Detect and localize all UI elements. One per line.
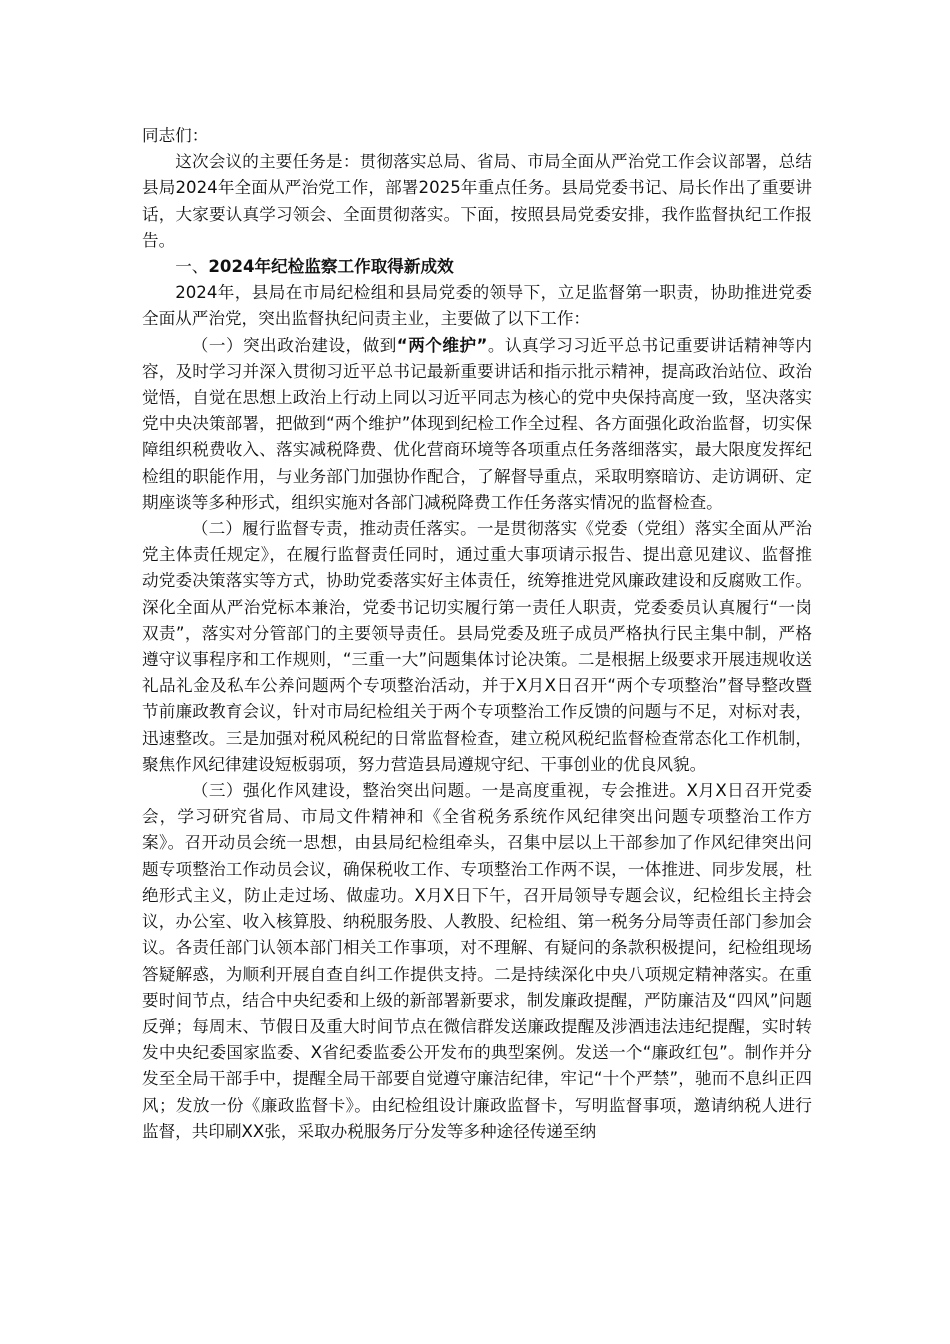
section-title: 2024年纪检监察工作取得新成效 xyxy=(208,257,454,277)
section-lead-paragraph: 2024年，县局在市局纪检组和县局党委的领导下，立足监督第一职责，协助推进党委全面从严治党，突出监督执纪问责主业，主要做了以下工作： xyxy=(142,283,812,329)
intro-paragraph: 这次会议的主要任务是：贯彻落实总局、省局、市局全面从严治党工作会议部署，总结县局2024年全面从严治党工作，部署2025年重点任务。县局党委书记、局长作出了重要讲话，大家要认真学习领会、全面贯彻落实。下面，按照县局党委安排，我作监督执纪工作报告。 xyxy=(142,152,812,250)
section-heading xyxy=(142,254,812,280)
greeting: 同志们： xyxy=(142,126,209,145)
section-number: 一、 xyxy=(175,257,209,277)
item-paragraph-2: （二）履行监督专责，推动责任落实。一是贯彻落实《党委（党组）落实全面从严治党主体责任规定》，在履行监督责任同时，通过重大事项请示报告、提出意见建议、监督推动党委决策落实等方式，协助党委落实好主体责任，统筹推进党风廉政建设和反腐败工作。深化全面从严治党标本兼治，党委书记切实履行第一责任人职责，党委委员认真履行“一岗双责”，落实对分管部门的主要领导责任。县局党委及班子成员严格执行民主集中制，严格遵守议事程序和工作规则，“三重一大”问题集体讨论决策。二是根据上级要求开展违规收送礼品礼金及私车公养问题两个专项整治活动，并于X月X日召开“两个专项整治”督导整改暨节前廉政教育会议，针对市局纪检组关于两个专项整治工作反馈的问题与不足，对标对表，迅速整改。三是加强对税风税纪的日常监督检查，建立税风税纪监督检查常态化工作机制，聚焦作风纪律建设短板弱项，努力营造县局遵规守纪、干事创业的优良风貌。 xyxy=(142,519,812,774)
item-paragraph-3: （三）强化作风建设，整治突出问题。一是高度重视，专会推进。X月X日召开党委会，学习研究省局、市局文件精神和《全省税务系统作风纪律突出问题专项整治工作方案》。召开动员会统一思想，由县局纪检组牵头，召集中层以上干部参加了作风纪律突出问题专项整治工作动员会议，确保税收工作、专项整治工作两不误，一体推进、同步发展，杜绝形式主义，防止走过场、做虚功。X月X日下午，召开局领导专题会议，纪检组长主持会议，办公室、收入核算股、纳税服务股、人教股、纪检组、第一税务分局等责任部门参加会议。各责任部门认领本部门相关工作事项，对不理解、有疑问的条款积极提问，纪检组现场答疑解惑，为顺利开展自查自纠工作提供支持。二是持续深化中央八项规定精神落实。在重要时间节点，结合中央纪委和上级的新部署新要求，制发廉政提醒，严防廉洁及“四风”问题反弹；每周末、节假日及重大时间节点在微信群发送廉政提醒及涉酒违法违纪提醒，实时转发中央纪委国家监委、X省纪委监委公开发布的典型案例。发送一个“廉政红包”。制作并分发至全局干部手中，提醒全局干部要自觉遵守廉洁纪律，牢记“十个严禁”，驰而不息纠正四风；发放一份《廉政监督卡》。由纪检组设计廉政监督卡，写明监督事项，邀请纳税人进行监督，共印刷XX张，采取办税服务厅分发等多种途径传递至纳 xyxy=(142,781,812,1141)
item-paragraph-1 xyxy=(142,333,812,516)
item-1-emphasis: “两个维护” xyxy=(396,335,488,355)
item-1-prefix: （一）突出政治建设，做到 xyxy=(191,335,397,355)
item-1-body: 。认真学习习近平总书记重要讲话精神等内容，及时学习并深入贯彻习近平总书记最新重要讲话和指示批示精神，提高政治站位、政治觉悟，自觉在思想上政治上行动上同以习近平同志为核心的党中央保持高度一致，坚决落实党中央决策部署，把做到“两个维护”体现到纪检工作全过程、各方面强化政治监督，切实保障组织税费收入、落实减税降费、优化营商环境等各项重点任务落细落实，最大限度发挥纪检组的职能作用，与业务部门加强协作配合，了解督导重点，采取明察暗访、走访调研、定期座谈等多种形式，组织实施对各部门减税降费工作任务落实情况的监督检查。 xyxy=(142,335,813,512)
document-page xyxy=(142,123,812,1145)
